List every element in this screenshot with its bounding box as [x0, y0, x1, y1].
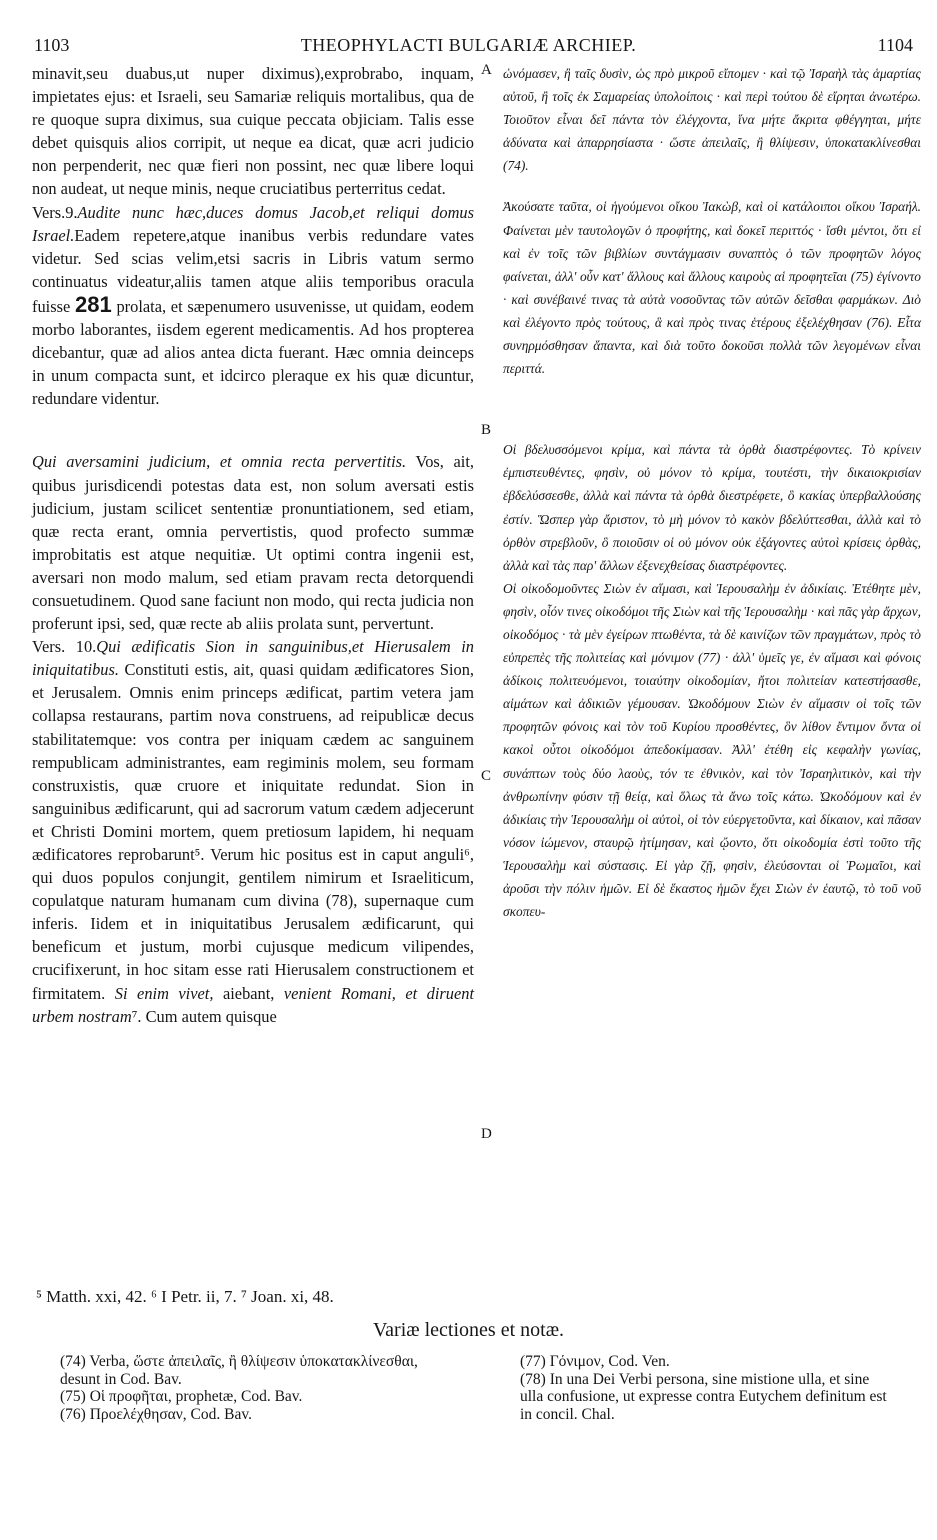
variae-left-column — [60, 1353, 460, 1423]
latin-column — [32, 62, 474, 1028]
variant-note: (77) Γόνιμον, Cod. Ven. — [520, 1353, 670, 1370]
latin-text: aiebant, — [222, 983, 275, 1003]
latin-text: prolata, et sæpenumero usuvenisse, ut quidam, eodem morbo laborantes, iisdem egerent medicamentis. Ad hos propterea dicebantur, quæ ad alios antea dicta fuerant. Hæc omnia deinceps in unum compacta sunt, et idcirco pleraque ex his quæ dicuntur, redundare videntur. — [32, 296, 474, 409]
footnote-references: ⁵ Matth. xxi, 42. ⁶ I Petr. ii, 7. ⁷ Joan. xi, 48. — [36, 1287, 334, 1306]
page-number-left: 1103 — [34, 35, 70, 55]
greek-paragraph-2: Ἀκούσατε ταῦτα, οἱ ἡγούμενοι οἴκου Ἰακὼβ, καὶ οἱ κατάλοιποι οἴκου Ἰσραήλ. Φαίνεται μὲν ταυτολογῶν ὁ προφήτης, καὶ δοκεῖ περιττός · ἴσθι μέντοι, ὅτι εἰ καὶ ἐν τοῖς τῶν βιβλίων συντάγμασιν συναπτὸς ὁ τῶν προφητῶν λόγος φαίνεται, ἀλλ' οὖν κατ' ἄλλους καὶ ἄλλους καιροὺς αἱ προφητεῖαι (75) ἐγίνοντο · καὶ συνέβαινέ τινας τὰ αὐτὰ νοσοῦντας τῶν αὐτῶν δεῖσθαι φαρμάκων. Διὸ καὶ ἐλέγοντο πρὸς τούτους, ἃ καὶ πρὸς τινας ἑτέρους ἐξελέχθησαν (76). Εἶτα συνηρμόσθησαν ἅπαντα, καὶ διὰ τοῦτο δοκοῦσι πολλὰ τῶν λεγομένων εἶναι περιττά. — [503, 199, 921, 377]
latin-paragraph-1: minavit,seu duabus,ut nuper diximus),exprobrabo, inquam, impietates ejus: et Israeli, seu Samariæ reliquis mortalibus, qua de re quoque supra diximus, sua cuique peccata objiciam. Talis esse debet quisquis alios corripit, ut neque ea dicat, quæ acri judicio non perpenderit, nec quæ fieri non possint, nec quæ libere loqui non audeat, ut neque minis, neque cruciatibus perterritus cedat. — [32, 64, 474, 199]
greek-column — [503, 62, 921, 923]
latin-text: Constituti estis, ait, quasi quidam ædificatores Sion, et Jerusalem. Omnis enim princeps ædificat, partim vetera jam collapsa restaurans, partim nova construens, ad reipublicæ decus stabilitatemque: vos contra per iniquam cædem ac sanguinem rempublicam administrantes, eam regiminis molem, seu formam construxistis, quæ cruore et iniquitate redundat. Sion in sanguinibus ædificarunt, qui ad sacrorum vatum cædem adjecerunt et Christi Domini mortem, quem pretiosum lapidem, hi nequam ædificatores reprobarunt⁵. Verum hic positus est in caput anguli⁶, qui duos populos conjungit, gentilem nimirum et Israeliticum, copulatque naturam humanam cum divina (78), supernaque cum inferis. Iidem et in iniquitatibus Jerusalem ædificarunt, qui beneficum et justum, morbi cujusque medicum vilipendes, crucifixerunt, in hoc sitam esse rati Hierusalem constructionem et firmitatem. — [32, 660, 474, 1003]
variae-title: Variæ lectiones et notæ. — [372, 1319, 565, 1341]
latin-paragraph-2 — [32, 201, 474, 411]
margin-letter-b: B — [481, 422, 492, 438]
variant-note: (74) Verba, ὥστε ἀπειλαῖς, ἢ θλίψεσιν ὑποκατακλίνεσθαι, desunt in Cod. Bav. — [60, 1353, 418, 1388]
variant-note: (75) Οἱ προφῆται, prophetæ, Cod. Bav. — [60, 1388, 303, 1405]
verse-quote: Audite nunc hæc,duces domus Jacob,et reliqui domus Israel. — [32, 202, 474, 245]
greek-paragraph-3: Οἱ βδελυσσόμενοι κρίμα, καὶ πάντα τὰ ὀρθὰ διαστρέφοντες. Τὸ κρίνειν ἐμπιστευθέντες, φησὶν, οὐ μόνον τὸ κρίμα, τουτέστι, τὴν δικαιοκρισίαν ἐβδελύσσεσθε, ἀλλὰ καὶ πάντα τὰ ὀρθὰ διεστρέφετε, ὃ κακίας ὑπερβαλλούσης ἐστίν. Ὥσπερ γὰρ ἄριστον, τὸ μὴ μόνον τὸ κακὸν βδελύττεσθαι, ἀλλὰ καὶ τὸ ὀρθὸν στρεβλοῦν, ὃ ποιοῦσιν οἱ οὐ μόνον οὐκ ἐξάγοντες αὐτοὶ κρίσεις ὀρθὰς, ἀλλὰ καὶ τὰς παρ' ἄλλων ἐξενεχθείσας διαστρέφοντες. — [503, 442, 921, 573]
verse-label: Vers.9. — [32, 202, 78, 222]
variae-right-column — [520, 1353, 890, 1423]
page-number-right: 1104 — [877, 35, 913, 55]
greek-paragraph-1: ὠνόμασεν, ἢ ταῖς δυσὶν, ὡς πρὸ μικροῦ εἴπομεν · καὶ τῷ Ἰσραὴλ τὰς ἁμαρτίας αὐτοῦ, ἢ τοῖς ἐκ Σαμαρείας ὑπολοίποις · καὶ περὶ τούτου δὲ εἴρηται ἀνωτέρω. Τοιοῦτον εἶναι δεῖ πάντα τὸν ἐλέγχοντα, ἵνα μήτε ἄκριτα φθέγγηται, μήτε ἀδύνατα καὶ ἀπαρρησίαστα · ὥστε ἀπειλαῖς, ἢ θλίψεσιν, ὑποκατακλίνεσθαι (74). — [503, 66, 921, 174]
verse-label: Vers. 10. — [32, 637, 97, 657]
verse-quote: Si enim vivet, — [114, 983, 214, 1003]
latin-text: Vos, ait, quibus jurisdicendi potestas data est, non solum aversati estis judicium, justam scilicet sententiæ pronuntiationem, sed etiam, quæ recta erant, omnia pervertistis, quod profecto summæ improbitatis est atque nequitiæ. Ut optimi contra ingenii est, aversari non modo malum, sed etiam pravam recta detorquendi consuetudinem. Quod sane faciunt non modo, qui recta judicia non proferunt ipsi, sed, quæ recte ab aliis prolata sunt, pervertunt. — [32, 452, 474, 634]
variant-note: (78) In una Dei Verbi persona, sine mistione ulla, et sine ulla confusione, ut expresse contra Eutychem definitum est in concil. Chal. — [520, 1370, 887, 1423]
margin-letter-d: D — [481, 1126, 492, 1142]
column-number: 281 — [75, 291, 112, 317]
margin-letter-a: A — [481, 62, 492, 78]
variant-note: (76) Προελέχθησαν, Cod. Bav. — [60, 1405, 252, 1423]
latin-paragraph-3 — [32, 450, 474, 635]
latin-text: ⁷. Cum autem quisque — [131, 1006, 277, 1026]
verse-quote: Qui ædificatis Sion in sanguinibus,et Hierusalem in iniquitatibus. — [32, 637, 474, 680]
margin-letter-c: C — [481, 768, 492, 784]
latin-paragraph-4 — [32, 635, 474, 1028]
verse-quote: Qui aversamini judicium, et omnia recta pervertitis. — [32, 452, 407, 472]
greek-paragraph-4: Οἱ οἰκοδομοῦντες Σιὼν ἐν αἵμασι, καὶ Ἱερουσαλὴμ ἐν ἀδικίαις. Ἐτέθητε μὲν, φησὶν, οἷόν τινες οἰκοδόμοι τῆς Σιὼν καὶ τῆς Ἱερουσαλὴμ · καὶ πᾶς γὰρ ἄρχων, οἰκοδόμος · τὰ μὲν ἐγείρων πτωθέντα, τὰ δὲ καινίζων τῶν πραγμάτων, πρὸς τὸ εὐπρεπὲς τῆς πολιτείας καὶ μόνιμον (77) · ἀλλ' ὑμεῖς γε, ἐν αἵμασι καὶ φόνοις ἀδίκοις πολιτευόμενοι, τοιαύτην οἰκοδομίαν, ἤτοι πολιτείαν κατεστήσασθε, αἱμάτων καὶ ἀδικιῶν γέμουσαν. Ὠκοδόμουν Σιὼν ἐν αἵμασιν οἱ τοῖς τῶν προφητῶν φόνοις καὶ τὸν τοῦ Κυρίου προσθέντες, ὃν λίθον ἔντιμον ὄντα οἱ κακοὶ οὗτοι οἰκοδόμοι ἀπεδοκίμασαν. Ἀλλ' ἐτέθη εἰς κεφαλὴν γωνίας, συνάπτων τοὺς δύο λαοὺς, τόν τε ἐθνικὸν, καὶ τὸν Ἰσραηλιτικὸν, καὶ τὴν ἀνθρωπίνην φύσιν τῇ θείᾳ, καὶ ὅλως τὰ ἄνω τοῖς κάτω. Ὠκοδόμουν καὶ ἐν ἀδικίαις τὴν Ἱερουσαλὴμ οἱ αὐτοὶ, οἱ τὸν εὐεργετοῦντα, καὶ δίκαιον, καὶ πᾶσαν νόσον ἰώμενον, σταυρῷ ἠτίμησαν, καὶ ᾤοντο, ὅτι οἰκοδομία ἐστὶ τοῦτο τῆς Ἱερουσαλὴμ καὶ σύστασις. Εἰ γὰρ ζῇ, φησὶν, ἐλεύσονται οἱ Ῥωμαῖοι, καὶ ἀροῦσι τὴν πόλιν ἡμῶν. Εἰ δὲ ἕκαστος ἡμῶν ἔχει Σιὼν ἐν ἑαυτῷ, τὸ τοῦ νοῦ σκοπευ- — [503, 580, 921, 920]
latin-text: Eadem repetere,atque inanibus verbis redundare vates videtur. Sed scias velim,etsi sacris in Libris vatum sermo continuatus videatur,aliis tamen atque aliis temporibus oracula fuisse — [32, 225, 474, 316]
verse-quote: venient Romani, et diruent urbem nostram — [32, 983, 474, 1026]
running-title: THEOPHYLACTI BULGARIÆ ARCHIEP. — [300, 35, 637, 55]
